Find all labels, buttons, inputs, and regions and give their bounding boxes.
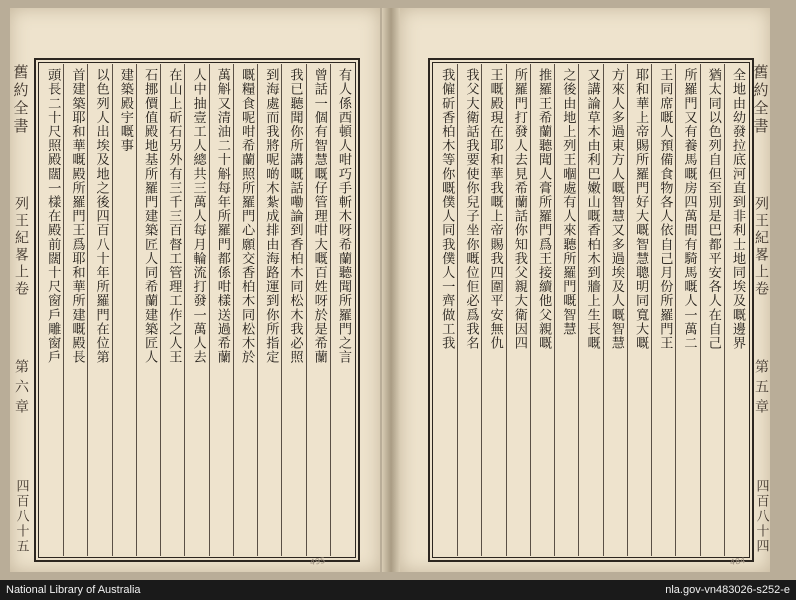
left-text-column: 石挪價值殿地基所羅門建築匠人同希蘭建築匠人 — [136, 64, 160, 556]
right-text-column: 王同席嘅人預備食物各人依自己月份所羅門王 — [651, 64, 675, 556]
footer-identifier: nla.gov-vn483026-s252-e — [665, 584, 790, 596]
right-text-column: 我父大衛話我要使你兒子坐你嘅位佢必爲我名 — [457, 64, 481, 556]
right-text-column: 所羅門又有養馬嘅房四萬間有騎馬嘅人一萬二 — [675, 64, 699, 556]
left-page-number: 四百八十五 — [13, 478, 29, 554]
right-text-column: 之後由地上列王嗰處有人來聽所羅門嘅智慧 — [554, 64, 578, 556]
right-text-frame — [428, 58, 754, 562]
book-gutter — [382, 8, 400, 572]
left-text-column: 人中抽壹工人總共三萬人每月輪流打發一萬人去 — [184, 64, 208, 556]
left-section-title: 列王紀畧上卷 — [13, 196, 29, 299]
left-text-column: 曾話一個有智慧嘅仔管理咁大嘅百姓呀於是希蘭 — [306, 64, 330, 556]
left-text-column: 嘅糧食呢咁希蘭照所羅門心願交香柏木同松木於 — [233, 64, 257, 556]
left-text-column: 以色列人出埃及地之後四百八十年所羅門在位第 — [87, 64, 111, 556]
right-text-column: 我僱斫香柏木等你嘅僕人同我僕人一齊做工我 — [439, 68, 455, 350]
right-text-column: 所羅門打發人去見希蘭話你知我父親大衛因四 — [506, 64, 530, 556]
right-text-column: 猶太同以色列自但至別是巴都平安各人在自己 — [700, 64, 724, 556]
left-chapter-label: 第六章 — [13, 358, 29, 419]
left-text-column: 頭長二十尺照殿闊一樣在殿前闊十尺窗戶雕窗戶 — [45, 68, 61, 365]
left-text-column: 首建築耶和華嘅殿所羅門王爲耶和華所建嘅殿長 — [63, 64, 87, 556]
right-chapter-label: 第五章 — [753, 358, 769, 419]
right-book-title: 舊約全書 — [751, 64, 770, 136]
left-text-column: 到海處而我將呢啲木紮成排由海路運到你所指定 — [257, 64, 281, 556]
left-text-frame — [34, 58, 360, 562]
right-text-column: 全地由幼發拉底河直到非利士地同埃及嘅邊界 — [724, 64, 748, 556]
right-text-column: 耶和華上帝賜所羅門好大嘅智慧聰明同寬大嘅 — [627, 64, 651, 556]
left-text-column: 在山上斫石另外有三千三百督工管理工作之人王 — [160, 64, 184, 556]
left-text-column: 萬斛又清油二十斛每年所羅門都係咁樣送過希蘭 — [209, 64, 233, 556]
left-margin-column — [10, 64, 32, 554]
right-text-columns — [434, 64, 748, 556]
left-folio-stamp: 495 — [309, 555, 326, 568]
right-text-column: 推羅王希蘭聽聞人膏所羅門爲王接續他父親嘅 — [530, 64, 554, 556]
right-folio-stamp: 484 — [729, 555, 746, 568]
right-page-number: 四百八十四 — [753, 478, 769, 554]
footer-bar — [0, 580, 796, 600]
right-section-title: 列王紀畧上卷 — [753, 196, 769, 299]
right-page — [400, 8, 770, 572]
left-text-column: 建築殿宇嘅事 — [112, 64, 136, 556]
left-page — [10, 8, 380, 572]
right-text-column: 又講論草木由利巴嫩山嘅香柏木到牆上生長嘅 — [578, 64, 602, 556]
left-text-column: 有人係西頓人咁巧手斬木呀希蘭聽聞所羅門之言 — [330, 64, 354, 556]
right-text-column: 王嘅殿現在耶和華我嘅上帝賜我四圍平安無仇 — [481, 64, 505, 556]
left-text-column: 我已聽聞你所講嘅話嘞論到香柏木同松木我必照 — [281, 64, 305, 556]
left-text-columns — [40, 64, 354, 556]
right-text-column: 方來人多過東方人嘅智慧又多過埃及人嘅智慧 — [603, 64, 627, 556]
left-book-title: 舊約全書 — [11, 64, 30, 136]
footer-library-name: National Library of Australia — [6, 584, 141, 596]
